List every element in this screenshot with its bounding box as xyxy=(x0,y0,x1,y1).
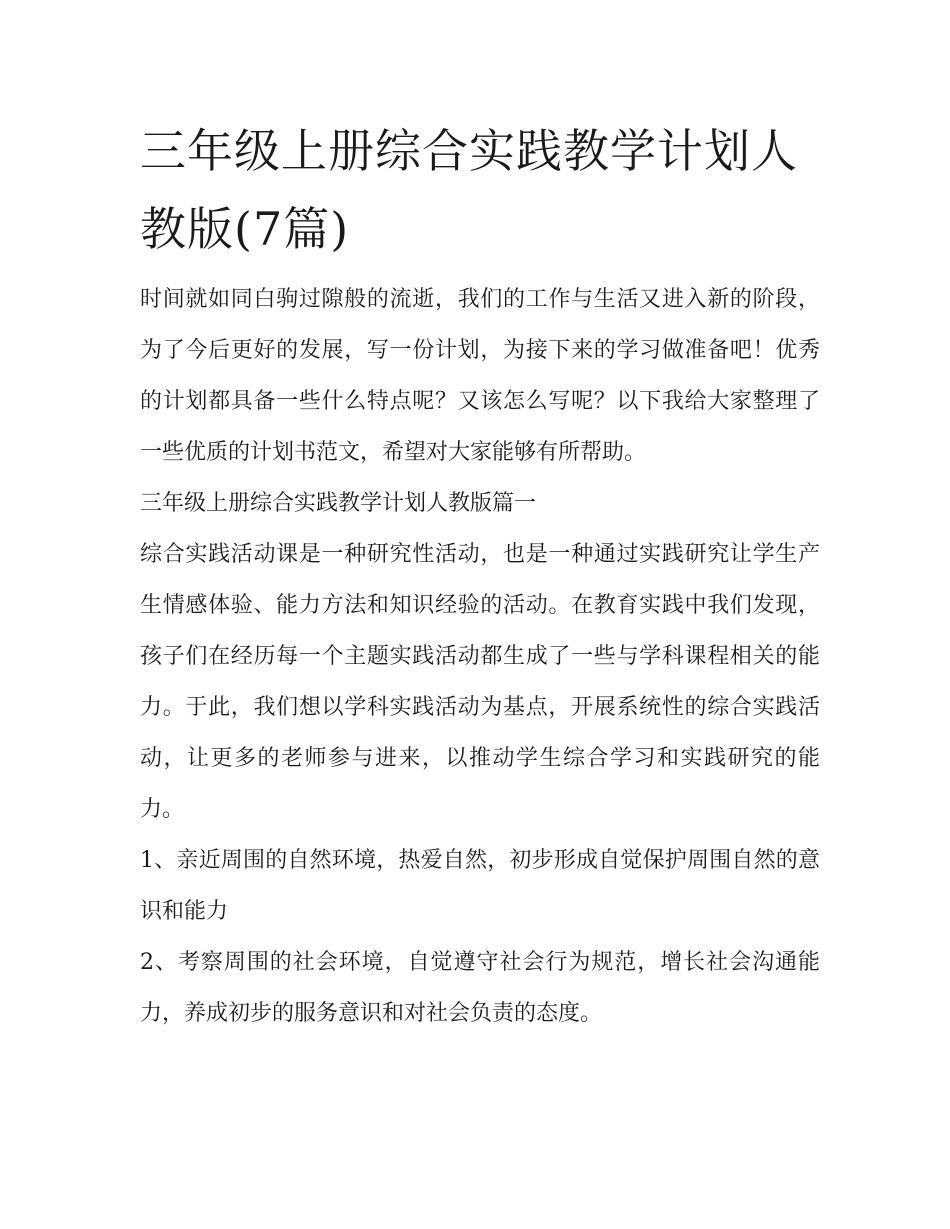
list-item-1: 1、亲近周围的自然环境，热爱自然，初步形成自觉保护周围自然的意识和能力 xyxy=(140,848,820,924)
list-item-2: 2、考察周围的社会环境，自觉遵守社会行为规范，增长社会沟通能力，养成初步的服务意识和对社会负责的态度。 xyxy=(140,950,820,1026)
intro-paragraph: 时间就如同白驹过隙般的流逝，我们的工作与生活又进入新的阶段，为了今后更好的发展，写一份计划，为接下来的学习做准备吧！优秀的计划都具备一些什么特点呢？又该怎么写呢？以下我给大家整理了一些优质的计划书范文，希望对大家能够有所帮助。 xyxy=(140,287,820,465)
section-heading: 三年级上册综合实践教学计划人教版篇一 xyxy=(140,491,537,516)
section-body-paragraph: 综合实践活动课是一种研究性活动，也是一种通过实践研究让学生产生情感体验、能力方法和知识经验的活动。在教育实践中我们发现，孩子们在经历每一个主题实践活动都生成了一些与学科课程相关的能力。于此，我们想以学科实践活动为基点，开展系统性的综合实践活动，让更多的老师参与进来，以推动学生综合学习和实践研究的能力。 xyxy=(140,542,820,822)
document-title: 三年级上册综合实践教学计划人教版(7篇) xyxy=(140,124,798,256)
document-page xyxy=(140,112,820,1039)
